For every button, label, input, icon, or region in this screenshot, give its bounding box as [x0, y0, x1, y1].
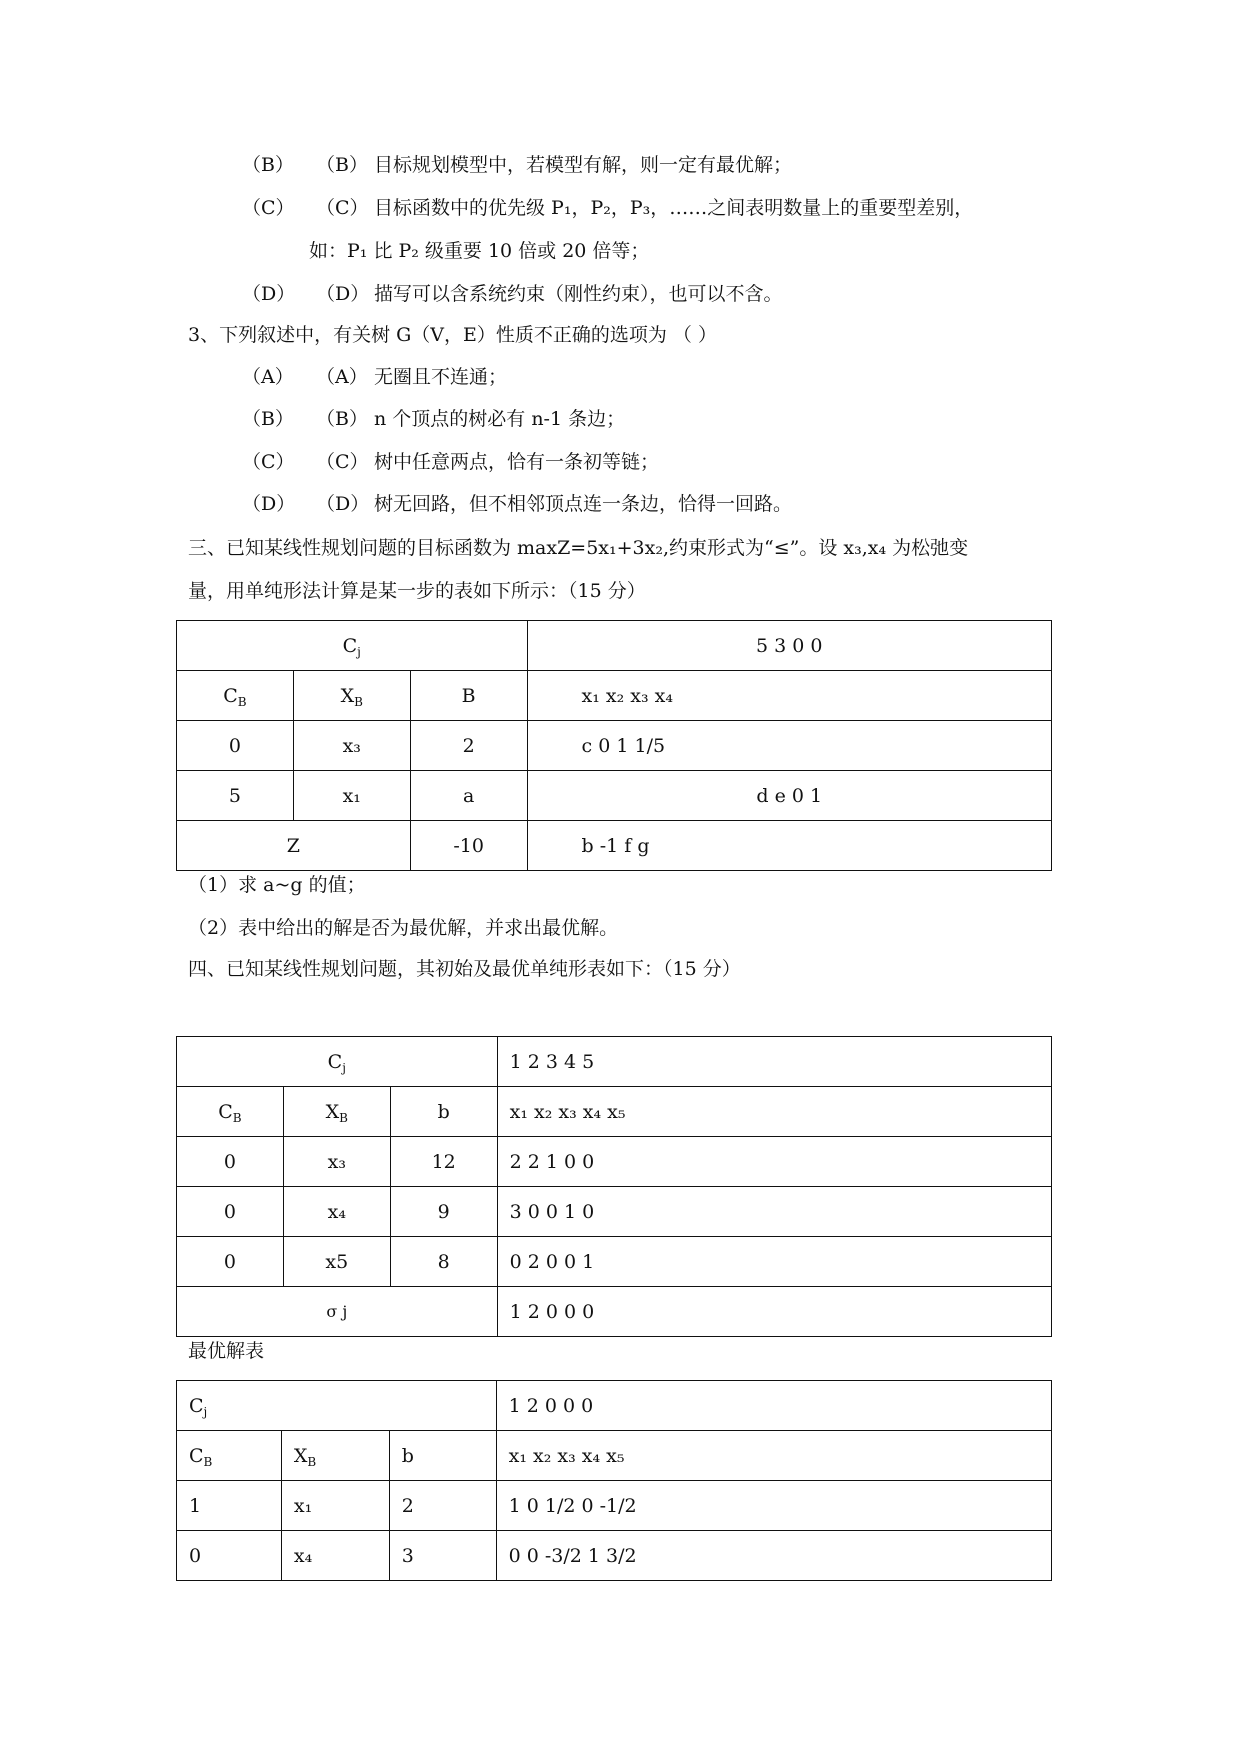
cell-xb: x₄	[283, 1187, 390, 1237]
z-label: Z	[177, 821, 411, 871]
option-d-q2	[242, 281, 783, 307]
cell-xb: x₃	[283, 1137, 390, 1187]
table-row	[177, 1237, 1052, 1287]
option-tag: （A）	[242, 366, 294, 388]
z-coef: b -1 f g	[527, 821, 1051, 871]
section-4-title: 四、已知某线性规划问题，其初始及最优单纯形表如下：（15 分）	[188, 958, 741, 980]
cell-cb: 0	[177, 1137, 284, 1187]
option-tag: （D）	[242, 493, 296, 515]
cj-label: $C_j$	[177, 1037, 498, 1087]
cell-b: 2	[410, 721, 527, 771]
table-row	[177, 1137, 1052, 1187]
header-b: b	[389, 1431, 496, 1481]
cell-cb: 0	[177, 1237, 284, 1287]
option-b-q2	[242, 152, 792, 178]
cell-cb: 0	[177, 721, 294, 771]
cell-xb: x₃	[293, 721, 410, 771]
cj-values: 5 3 0 0	[527, 621, 1051, 671]
cell-coef: 2 2 1 0 0	[497, 1137, 1051, 1187]
option-tag: （C）	[316, 451, 369, 473]
cell-b: 3	[389, 1531, 496, 1581]
header-xb: $X_B$	[293, 671, 410, 721]
cell-b: 9	[390, 1187, 497, 1237]
option-tag: （D）	[316, 493, 370, 515]
cell-b: 8	[390, 1237, 497, 1287]
header-xb: $X_B$	[281, 1431, 389, 1481]
header-b: B	[410, 671, 527, 721]
cell-xb: x5	[283, 1237, 390, 1287]
header-cb: $C_B$	[177, 671, 294, 721]
option-tag: （D）	[242, 283, 296, 305]
section-3-intro-line1: 三、已知某线性规划问题的目标函数为 maxZ=5x₁+3x₂,约束形式为“≤”。设 x₃,x₄ 为松弛变	[188, 537, 969, 559]
table-row	[177, 771, 1052, 821]
cell-coef: 0 2 0 0 1	[497, 1237, 1051, 1287]
sigma-values: 1 2 0 0 0	[497, 1287, 1051, 1337]
option-tag: （A）	[316, 366, 368, 388]
question-3-stem: 3、下列叙述中，有关树 G（V，E）性质不正确的选项为 （ ）	[188, 324, 717, 346]
cell-coef: c 0 1 1/5	[527, 721, 1051, 771]
cj-label: $C_j$	[177, 621, 528, 671]
cell-coef: d e 0 1	[527, 771, 1051, 821]
z-b: -10	[410, 821, 527, 871]
header-cb: $C_B$	[177, 1087, 284, 1137]
cell-cb: 1	[177, 1481, 282, 1531]
table-row	[177, 1287, 1052, 1337]
header-vars: x₁ x₂ x₃ x₄ x₅	[497, 1087, 1051, 1137]
cell-cb: 0	[177, 1531, 282, 1581]
option-d-q3	[242, 491, 792, 517]
option-tag: （B）	[316, 154, 368, 176]
option-text: 树无回路，但不相邻顶点连一条边，恰得一回路。	[374, 493, 793, 515]
table-row	[177, 1187, 1052, 1237]
cj-values: 1 2 3 4 5	[497, 1037, 1051, 1087]
optimal-table-caption: 最优解表	[188, 1340, 265, 1362]
option-text: 目标规划模型中，若模型有解，则一定有最优解；	[374, 154, 793, 176]
option-tag: （D）	[316, 283, 370, 305]
option-b-q3	[242, 406, 625, 432]
option-text: 如：P₁ 比 P₂ 级重要 10 倍或 20 倍等；	[309, 240, 650, 262]
simplex-table-optimal	[176, 1380, 1052, 1581]
section-3-q2: （2）表中给出的解是否为最优解，并求出最优解。	[188, 917, 619, 939]
header-cb: $C_B$	[177, 1431, 282, 1481]
option-tag: （B）	[242, 154, 294, 176]
cell-cb: 0	[177, 1187, 284, 1237]
option-a-q3	[242, 364, 507, 390]
option-text: 无圈且不连通；	[374, 366, 508, 388]
cell-xb: x₁	[281, 1481, 389, 1531]
cell-coef: 1 0 1/2 0 -1/2	[496, 1481, 1051, 1531]
cell-b: 2	[389, 1481, 496, 1531]
option-text: 目标函数中的优先级 P₁，P₂，P₃，……之间表明数量上的重要型差别，	[374, 197, 974, 219]
section-3-q1: （1）求 a~g 的值；	[188, 874, 366, 896]
option-tag: （B）	[242, 408, 294, 430]
option-c-q3	[242, 449, 659, 475]
cell-coef: 0 0 -3/2 1 3/2	[496, 1531, 1051, 1581]
section-3-intro-line2: 量，用单纯形法计算是某一步的表如下所示：（15 分）	[188, 580, 646, 602]
option-c-q2	[242, 195, 973, 221]
option-tag: （C）	[242, 197, 295, 219]
simplex-table-initial	[176, 1036, 1052, 1337]
option-text: 描写可以含系统约束（刚性约束），也可以不含。	[374, 283, 783, 305]
option-tag: （C）	[242, 451, 295, 473]
cell-cb: 5	[177, 771, 294, 821]
option-c-q2-cont	[309, 238, 649, 264]
option-text: n 个顶点的树必有 n-1 条边；	[374, 408, 626, 430]
header-b: b	[390, 1087, 497, 1137]
simplex-table-step	[176, 620, 1052, 871]
option-text: 树中任意两点，恰有一条初等链；	[374, 451, 660, 473]
cj-values: 1 2 0 0 0	[496, 1381, 1051, 1431]
table-row	[177, 821, 1052, 871]
cell-b: 12	[390, 1137, 497, 1187]
header-vars: x₁ x₂ x₃ x₄ x₅	[496, 1431, 1051, 1481]
table-row	[177, 1481, 1052, 1531]
cell-xb: x₄	[281, 1531, 389, 1581]
sigma-label: σ j	[177, 1287, 498, 1337]
header-xb: $X_B$	[283, 1087, 390, 1137]
table-row	[177, 1531, 1052, 1581]
option-tag: （B）	[316, 408, 368, 430]
option-tag: （C）	[316, 197, 369, 219]
header-vars: x₁ x₂ x₃ x₄	[527, 671, 1051, 721]
cell-xb: x₁	[293, 771, 410, 821]
cell-coef: 3 0 0 1 0	[497, 1187, 1051, 1237]
table-row	[177, 721, 1052, 771]
cell-b: a	[410, 771, 527, 821]
cj-label: $C_j$	[177, 1381, 497, 1431]
